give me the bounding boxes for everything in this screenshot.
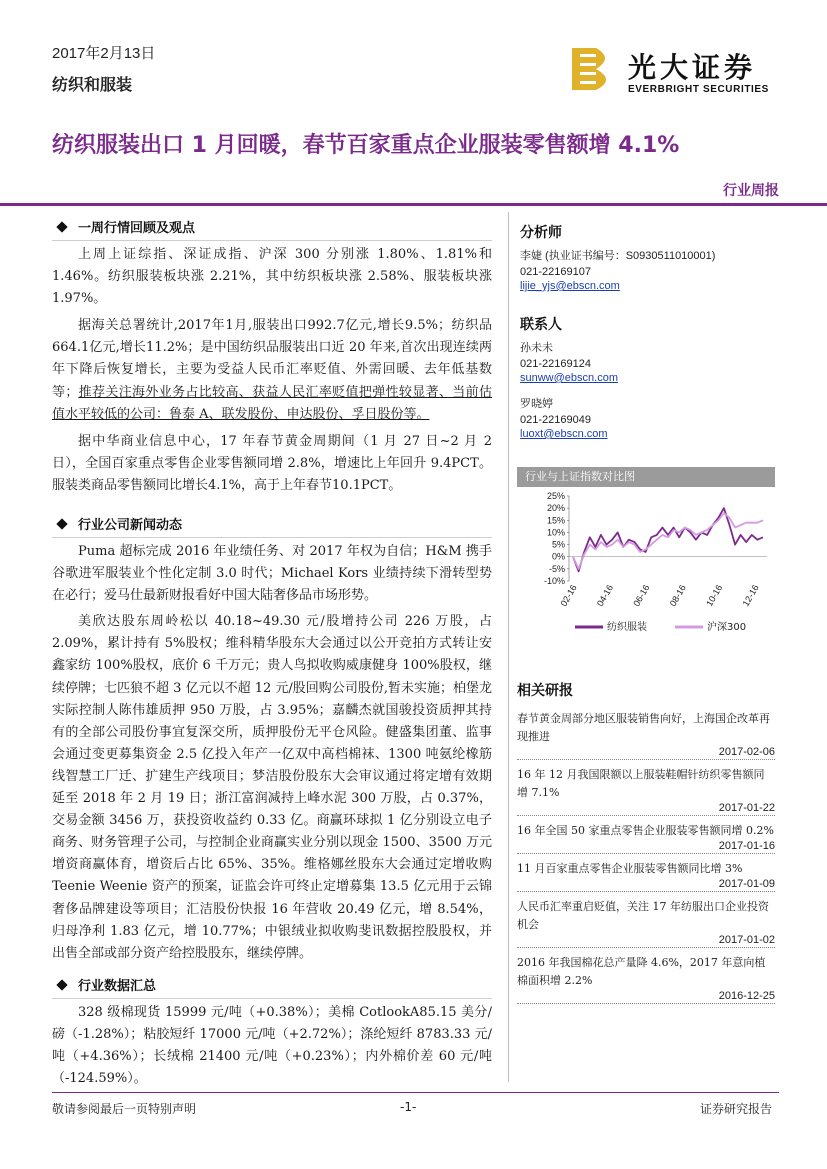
industry-name: 纺织和服装 — [52, 77, 133, 94]
related-item-date: 2017-02-06 — [517, 746, 775, 760]
paragraph: Puma 超标完成 2016 年业绩任务、对 2017 年权为自信；H&M 携手谷歌进军服装业个性化定制 3.0 时代；Michael Kors 业绩持续下滑转型势在必行；爱马仕最新财报看好中国大陆奢侈品市场形势。 — [52, 544, 492, 604]
report-title: 纺织服装出口 1 月回暖，春节百家重点企业服装零售额增 4.1% — [52, 133, 680, 158]
footer-report-label: 证券研究报告 — [700, 1102, 773, 1116]
x-tick-label: 06-16 — [631, 583, 652, 608]
diamond-bullet-icon — [56, 221, 67, 232]
contact-name: 罗晓婷 — [520, 398, 553, 410]
section-heading: 行业数据汇总 — [52, 976, 492, 998]
analyst-heading: 分析师 — [520, 225, 562, 241]
contacts-heading: 联系人 — [520, 317, 562, 333]
related-item[interactable] — [517, 860, 775, 892]
related-item[interactable] — [517, 898, 775, 948]
related-item-date: 2017-01-09 — [517, 878, 775, 892]
analyst-block — [520, 222, 775, 292]
x-tick-label: 12-16 — [740, 583, 761, 608]
paragraph: 美欣达股东周岭松以 40.18~49.30 元/股增持公司 226 万股，占 2.09%，累计持有 5%股权；维科精华股东大会通过以公开竞拍方式转让安鑫家纺 100%股权，底价 6 千万元；贵人鸟拟收购威康健身 100%股权，继续停牌；七匹狼不超 3 亿元以不超 12 元/股回购公司股份,暂未实施；柏堡龙实际控制人陈伟雄质押 950 万股，占 3.95%；嘉麟杰就国骏投资质押其持有的全部公司股份事宜复深交所，质押股份无平仓风险。健盛集团董、监事会通过变更募集资金 2.5 亿投入年产一亿双中高档棉袜、1300 吨氨纶橡筋线智慧工厂迁、扩建生产线项目；梦洁股份股东大会审议通过将定增有效期延至 2018 年 2 月 19 日；浙江富润减持上峰水泥 300 万股，占 0.37%，交易金额 3456 万，获投资收益约 0.33 亿。商赢环球拟 1 亿分别设立电子商务、财务管理子公司，与控制企业商赢实业分别以现金 1500、3500 万元增资商赢体育，增资后占比 65%、35%。维格娜丝股东大会通过定增收购 Teenie Weenie 资产的预案，证监会许可终止定增募集 13.5 亿元用于云锦奢侈品牌建设等项目；汇洁股份快报 16 年营收 20.49 亿元，增 8.54%，归母净利 1.83 亿元，增 10.77%；中银绒业拟收购斐讯数据控股股权，并出售全部或部分资产给控股股东，继续停牌。 — [52, 614, 492, 961]
related-item-title: 11 月百家重点零售企业服装零售额同比增 3% — [517, 862, 743, 875]
contact-item — [520, 396, 775, 440]
x-tick-label: 02-16 — [558, 583, 579, 608]
y-tick-label: 5% — [551, 539, 565, 550]
related-item-date: 2016-12-25 — [517, 990, 775, 1004]
y-tick-label: 15% — [546, 515, 565, 526]
diamond-bullet-icon — [56, 518, 67, 529]
related-reports — [517, 680, 775, 1010]
y-tick-label: 10% — [546, 527, 565, 538]
related-item-date: 2017-01-16 — [517, 840, 775, 854]
related-item[interactable] — [517, 710, 775, 760]
contact-email-link[interactable]: luoxt@ebscn.com — [520, 428, 608, 440]
column-divider — [508, 212, 509, 1082]
related-item-title: 16 年全国 50 家重点零售企业服装零售额同增 0.2% — [517, 824, 774, 837]
related-item-date: 2017-01-02 — [517, 934, 775, 948]
logo-mark-icon — [572, 48, 606, 90]
section-weekly-review — [52, 218, 492, 240]
y-tick-label: -5% — [548, 563, 565, 574]
header-rule — [0, 203, 827, 206]
analyst-email-link[interactable]: lijie_yjs@ebscn.com — [520, 280, 620, 292]
recommendation-text: 推荐关注海外业务占比较高、获益人民汇率贬值把弹性较显著、当前估值水平较低的公司：鲁泰 A、联发股份、申达股份、孚日股份等。 — [52, 384, 492, 422]
section-heading: 一周行情回顾及观点 — [52, 218, 492, 240]
related-item[interactable] — [517, 954, 775, 1004]
y-tick-label: 20% — [546, 503, 565, 514]
related-item[interactable] — [517, 822, 775, 854]
related-item-title: 人民币汇率重启贬值，关注 17 年纺服出口企业投资机会 — [517, 900, 769, 931]
y-tick-label: 25% — [546, 491, 565, 501]
footer-disclaimer: 敬请参阅最后一页特别声明 — [52, 1102, 197, 1116]
paragraph: 328 级棉现货 15999 元/吨（+0.38%）；美棉 CotlookA85.15 美分/磅（-1.28%）；粘胶短纤 17000 元/吨（+2.72%）；涤纶短纤 8783.33 元/吨（+4.36%）；长绒棉 21400 元/吨（+0.23%）；内外棉价差 60 元/吨（-124.59%）。 — [52, 1005, 492, 1087]
section-heading: 行业公司新闻动态 — [52, 515, 492, 537]
contacts-block — [520, 314, 775, 440]
industry-vs-index-chart — [517, 490, 775, 640]
paragraph: 上周上证综指、深证成指、沪深 300 分别涨 1.80%、1.81%和1.46%。纺织服装板块涨 2.21%，其中纺织板块涨 2.58%、服装板块涨 1.97%。 — [52, 247, 492, 307]
section-industry-data — [52, 976, 492, 998]
legend-label: 沪深300 — [707, 622, 747, 633]
y-tick-label: -10% — [543, 576, 565, 586]
report-type: 行业周报 — [723, 183, 779, 199]
paragraph: 据中华商业信息中心，17 年春节黄金周期间（1 月 27 日~2 月 2 日），全国百家重点零售企业零售额同增 2.8%，增速比上年回升 9.4PCT。服装类商品零售额同比增长4.1%，高于上年春节10.1PCT。 — [52, 433, 492, 493]
contact-phone: 021-22169124 — [520, 358, 591, 370]
section-rule — [52, 998, 492, 999]
section-company-news — [52, 515, 492, 537]
y-tick-label: 0% — [551, 551, 565, 562]
diamond-bullet-icon — [56, 979, 67, 990]
report-date: 2017年2月13日 — [52, 45, 156, 62]
related-item-title: 春节黄金周部分地区服装销售向好，上海国企改革再现推进 — [517, 712, 770, 743]
x-tick-label: 08-16 — [667, 583, 688, 608]
company-news-body — [52, 541, 492, 965]
logo-text-cn: 光大证券 — [628, 51, 757, 84]
legend-label: 纺织服装 — [607, 622, 647, 633]
x-tick-label: 10-16 — [704, 583, 725, 608]
contact-item — [520, 340, 775, 384]
footer-rule — [52, 1092, 779, 1093]
industry-data-body — [52, 1002, 492, 1090]
contact-name: 孙未未 — [520, 342, 553, 354]
page-number: -1- — [400, 1100, 417, 1114]
section-rule — [52, 240, 492, 241]
section-rule — [52, 537, 492, 538]
paragraph: 据海关总署统计,2017年1月,服装出口992.7亿元,增长9.5%；纺织品664.1亿元,增长11.2%；是中国纺织品服装出口近 20 年来,首次出现连续两年下降后恢复增长，主要为受益人民币汇率贬值、外需回暖、去年低基数等；推荐关注海外业务占比较高、获益人民汇率贬值把弹性较显著、当前估值水平较低的公司：鲁泰 A、联发股份、申达股份、孚日股份等。 — [52, 318, 492, 422]
contact-email-link[interactable]: sunww@ebscn.com — [520, 372, 618, 384]
x-tick-label: 04-16 — [594, 583, 616, 608]
series-line-textile — [573, 508, 763, 571]
related-item-title: 2016 年我国棉花总产量降 4.6%，2017 年意向植棉面积增 2.2% — [517, 956, 766, 987]
related-item[interactable] — [517, 766, 775, 816]
related-item-date: 2017-01-22 — [517, 802, 775, 816]
weekly-review-body — [52, 244, 492, 497]
related-item-title: 16 年 12 月我国限额以上服装鞋帽针纺织零售额同增 7.1% — [517, 768, 765, 799]
analyst-phone: 021-22169107 — [520, 266, 591, 278]
related-heading: 相关研报 — [517, 683, 573, 699]
analyst-name: 李婕 (执业证书编号：S0930511010001) — [520, 250, 716, 262]
logo-text-en: EVERBRIGHT SECURITIES — [628, 84, 769, 95]
chart-title: 行业与上证指数对比图 — [517, 467, 775, 487]
contact-phone: 021-22169049 — [520, 414, 591, 426]
